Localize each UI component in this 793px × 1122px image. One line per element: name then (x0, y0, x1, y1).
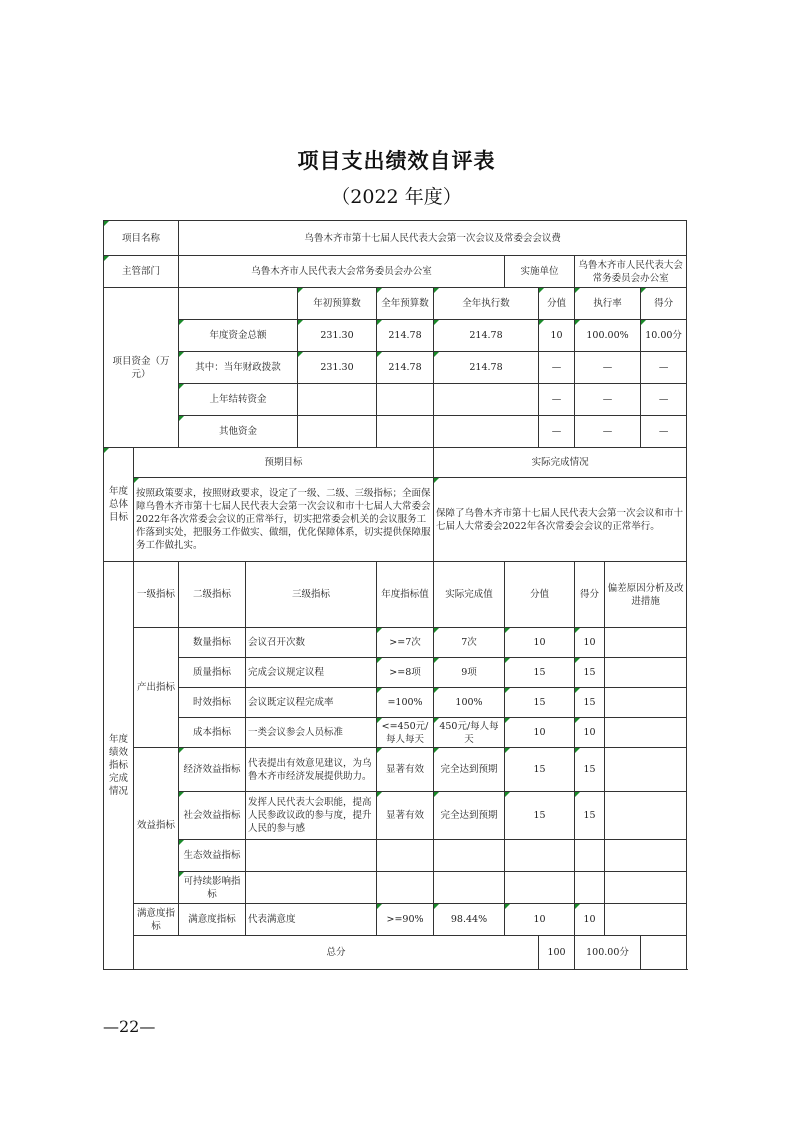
target-cell: =100% (377, 688, 434, 718)
score-cell: 15 (505, 658, 575, 688)
note-cell (605, 718, 687, 748)
got-cell: 15 (575, 688, 605, 718)
got-cell: 15 (575, 792, 605, 840)
funds-cell: 214.78 (434, 352, 539, 384)
impl-value: 乌鲁木齐市人民代表大会常务委员会办公室 (575, 256, 687, 288)
got-cell: 10 (575, 718, 605, 748)
indicator-header: 实际完成值 (434, 562, 505, 628)
satisfaction-indicator-label: 满意度指标 (134, 904, 179, 936)
funds-cell: 214.78 (377, 352, 434, 384)
l2-cell: 数量指标 (179, 628, 246, 658)
benefit-indicator-label: 效益指标 (134, 748, 179, 904)
target-cell: 显著有效 (377, 792, 434, 840)
funds-row-label: 年度资金总额 (179, 320, 298, 352)
funds-cell: — (641, 384, 687, 416)
actual-text: 保障了乌鲁木齐市第十七届人民代表大会第一次会议和市十七届人大常委会2022年各次常委会会议的正常举行。 (434, 478, 687, 562)
expected-text: 按照政策要求，按照财政要求，设定了一级、二级、三级指标；全面保障乌鲁木齐市第十七届人民代表大会第一次会议和市十七届人大常委会2022年各次常委会会议的正常举行，切实把常委会机关的会议服务工作落到实处，把服务工作做实、做细，优化保障体系，切实提供保障服务工作做扎实。 (134, 478, 434, 562)
funds-cell: 231.30 (298, 352, 377, 384)
funds-cell: — (641, 416, 687, 448)
impl-label: 实施单位 (505, 256, 575, 288)
target-cell (377, 840, 434, 872)
funds-cell: — (641, 352, 687, 384)
expected-header: 预期目标 (134, 448, 434, 478)
funds-cell: — (575, 384, 641, 416)
funds-label: 项目资金（万元） (104, 288, 179, 448)
got-cell: 10 (575, 904, 605, 936)
target-cell: <=450元/每人每天 (377, 718, 434, 748)
indicator-header: 得分 (575, 562, 605, 628)
funds-header: 全年执行数 (434, 288, 539, 320)
l2-cell: 生态效益指标 (179, 840, 246, 872)
funds-header: 全年预算数 (377, 288, 434, 320)
note-cell (605, 658, 687, 688)
l3-cell: 会议既定议程完成率 (246, 688, 377, 718)
score-cell (505, 840, 575, 872)
funds-row-label: 其中：当年财政拨款 (179, 352, 298, 384)
actual-cell: 完全达到预期 (434, 748, 505, 792)
actual-cell: 7次 (434, 628, 505, 658)
l3-cell (246, 840, 377, 872)
funds-cell: — (575, 352, 641, 384)
indicator-header: 一级指标 (134, 562, 179, 628)
target-cell: >=7次 (377, 628, 434, 658)
got-cell (575, 872, 605, 904)
l3-cell: 一类会议参会人员标准 (246, 718, 377, 748)
funds-cell: 231.30 (298, 320, 377, 352)
l2-cell: 社会效益指标 (179, 792, 246, 840)
actual-cell: 450元/每人每天 (434, 718, 505, 748)
funds-cell: 214.78 (434, 320, 539, 352)
project-name-value: 乌鲁木齐市第十七届人民代表大会第一次会议及常委会会议费 (179, 221, 687, 256)
got-cell: 10 (575, 628, 605, 658)
total-label: 总分 (134, 936, 539, 970)
got-cell (575, 840, 605, 872)
funds-cell (377, 384, 434, 416)
score-cell: 10 (505, 718, 575, 748)
page-title: 项目支出绩效自评表 (297, 149, 496, 173)
funds-cell: — (539, 352, 575, 384)
l2-cell: 满意度指标 (179, 904, 246, 936)
note-cell (605, 840, 687, 872)
l2-cell: 成本指标 (179, 718, 246, 748)
l2-cell: 质量指标 (179, 658, 246, 688)
l2-cell: 经济效益指标 (179, 748, 246, 792)
funds-cell (434, 384, 539, 416)
l3-cell (246, 872, 377, 904)
actual-header: 实际完成情况 (434, 448, 687, 478)
l3-cell: 发挥人民代表大会职能，提高人民参政议政的参与度，提升人民的参与感 (246, 792, 377, 840)
target-cell: 显著有效 (377, 748, 434, 792)
dept-value: 乌鲁木齐市人民代表大会常务委员会办公室 (179, 256, 505, 288)
note-cell (605, 872, 687, 904)
indicator-header: 偏差原因分析及改进措施 (605, 562, 687, 628)
indicators-label: 年度绩效指标完成情况 (104, 562, 134, 970)
funds-cell: — (539, 416, 575, 448)
indicator-header: 分值 (505, 562, 575, 628)
l2-cell: 时效指标 (179, 688, 246, 718)
indicator-header: 二级指标 (179, 562, 246, 628)
performance-table (103, 220, 687, 970)
funds-cell: — (539, 384, 575, 416)
note-cell (605, 748, 687, 792)
dept-label: 主管部门 (104, 256, 179, 288)
project-name-label: 项目名称 (104, 221, 179, 256)
funds-row-label: 其他资金 (179, 416, 298, 448)
score-cell (505, 872, 575, 904)
l3-cell: 代表满意度 (246, 904, 377, 936)
page-number: —22— (103, 1017, 156, 1036)
actual-cell (434, 840, 505, 872)
total-got: 100.00分 (575, 936, 641, 970)
score-cell: 15 (505, 748, 575, 792)
l3-cell: 会议召开次数 (246, 628, 377, 658)
note-cell (605, 628, 687, 658)
actual-cell: 9项 (434, 658, 505, 688)
score-cell: 15 (505, 792, 575, 840)
funds-cell (377, 416, 434, 448)
got-cell: 15 (575, 748, 605, 792)
funds-row-label: 上年结转资金 (179, 384, 298, 416)
funds-cell (434, 416, 539, 448)
score-cell: 15 (505, 688, 575, 718)
score-cell: 10 (505, 904, 575, 936)
actual-cell: 100% (434, 688, 505, 718)
total-note (641, 936, 687, 970)
l3-cell: 完成会议规定议程 (246, 658, 377, 688)
l2-cell: 可持续影响指标 (179, 872, 246, 904)
funds-cell: 10.00分 (641, 320, 687, 352)
page-subtitle: （2022 年度） (331, 186, 462, 208)
actual-cell (434, 872, 505, 904)
funds-cell: 100.00% (575, 320, 641, 352)
score-cell: 10 (505, 628, 575, 658)
total-score: 100 (539, 936, 575, 970)
funds-cell (298, 416, 377, 448)
target-cell: >=90% (377, 904, 434, 936)
got-cell: 15 (575, 658, 605, 688)
note-cell (605, 904, 687, 936)
funds-cell (298, 384, 377, 416)
target-cell: >=8项 (377, 658, 434, 688)
funds-header: 得分 (641, 288, 687, 320)
funds-cell: 10 (539, 320, 575, 352)
actual-cell: 完全达到预期 (434, 792, 505, 840)
actual-cell: 98.44% (434, 904, 505, 936)
indicator-header: 三级指标 (246, 562, 377, 628)
goals-label: 年度总体目标 (104, 448, 134, 562)
indicator-header: 年度指标值 (377, 562, 434, 628)
note-cell (605, 792, 687, 840)
output-indicator-label: 产出指标 (134, 628, 179, 748)
target-cell (377, 872, 434, 904)
note-cell (605, 688, 687, 718)
funds-cell: 214.78 (377, 320, 434, 352)
funds-header: 分值 (539, 288, 575, 320)
funds-header: 年初预算数 (298, 288, 377, 320)
funds-header: 执行率 (575, 288, 641, 320)
funds-cell: — (575, 416, 641, 448)
l3-cell: 代表提出有效意见建议，为乌鲁木齐市经济发展提供助力。 (246, 748, 377, 792)
